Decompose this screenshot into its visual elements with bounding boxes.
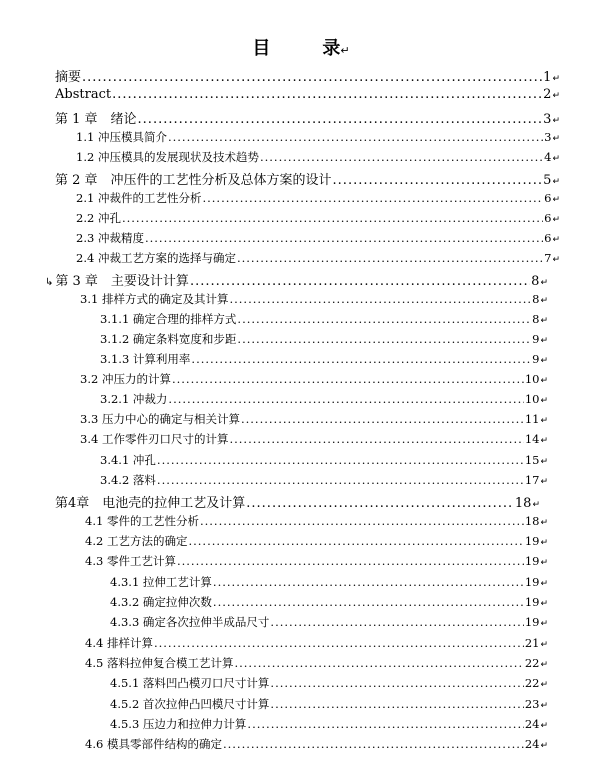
toc-page-number: 6 (544, 211, 552, 225)
toc-entry-label: 3.3 压力中心的确定与相关计算 (80, 412, 240, 426)
toc-page-number: 19 (524, 575, 540, 589)
toc-page-number: 8 (532, 312, 540, 326)
paragraph-mark: ↵ (552, 134, 560, 144)
toc-page-number: 3 (544, 130, 552, 144)
toc-leader-dots (213, 595, 524, 609)
toc-leader-dots (200, 514, 524, 528)
paragraph-mark: ↵ (540, 376, 548, 386)
toc-leader-dots (190, 274, 530, 289)
toc-entry-label: 3.1 排样方式的确定及其计算 (80, 292, 229, 306)
toc-entry-label: 3.1.1 确定合理的排样方式 (100, 312, 237, 326)
toc-leader-dots (237, 312, 531, 326)
toc-page-number: 24 (524, 737, 540, 751)
toc-entry[interactable] (85, 635, 548, 655)
toc-leader-dots (172, 372, 524, 386)
toc-leader-dots (168, 130, 543, 144)
toc-entry-label: 第 3 章 主要设计计算 (55, 274, 189, 289)
toc-leader-dots (213, 575, 524, 589)
toc-leader-dots (246, 496, 514, 511)
toc-leader-dots (270, 697, 523, 711)
toc-page-number: 14 (524, 432, 540, 446)
toc-page-number: 18 (524, 514, 540, 528)
toc-entry-label: 4.6 模具零部件结构的确定 (85, 737, 222, 751)
paragraph-mark: ↵ (340, 44, 350, 57)
toc-leader-dots (234, 656, 523, 670)
toc-leader-dots (260, 150, 543, 164)
toc-entry[interactable] (55, 66, 560, 86)
paragraph-mark: ↵ (540, 721, 548, 731)
toc-leader-dots (333, 173, 543, 188)
paragraph-mark: ↵ (540, 457, 548, 467)
toc-leader-dots (157, 473, 524, 487)
toc-page-number: 4 (544, 150, 552, 164)
paragraph-mark: ↵ (540, 579, 548, 589)
page-title (0, 34, 602, 60)
toc-page-number: 24 (524, 717, 540, 731)
toc-leader-dots (177, 554, 524, 568)
toc-leader-dots (237, 251, 543, 265)
paragraph-mark: ↵ (552, 154, 560, 164)
toc-page-number: 1 (543, 70, 552, 85)
toc-entry-label: 3.4.1 冲孔 (100, 453, 156, 467)
toc-entry[interactable] (80, 411, 548, 431)
toc-page-number: 2 (543, 87, 552, 102)
toc-entry-label: 3.4.2 落料 (100, 473, 156, 487)
toc-entry-label: 4.3.1 拉伸工艺计算 (110, 575, 212, 589)
toc-page-number: 6 (544, 191, 552, 205)
toc-leader-dots (145, 231, 543, 245)
paragraph-mark: ↵ (552, 195, 560, 205)
toc-leader-dots (138, 112, 543, 127)
toc-entry[interactable] (100, 351, 548, 371)
paragraph-mark: ↵ (552, 74, 560, 84)
toc-leader-dots (229, 292, 531, 306)
toc-page-number: 15 (524, 453, 540, 467)
paragraph-mark: ↵ (552, 215, 560, 225)
paragraph-mark: ↵ (540, 436, 548, 446)
toc-entry-label: 1.1 冲压模具简介 (76, 130, 167, 144)
paragraph-mark: ↵ (552, 91, 560, 101)
toc-leader-dots (188, 534, 523, 548)
toc-page-number: 19 (524, 595, 540, 609)
paragraph-mark: ↵ (540, 518, 548, 528)
toc-entry-label: 4.3.2 确定拉伸次数 (110, 595, 212, 609)
paragraph-mark: ↵ (540, 316, 548, 326)
paragraph-mark: ↵ (540, 477, 548, 487)
toc-page-number: 17 (524, 473, 540, 487)
toc-entry[interactable] (55, 492, 540, 512)
toc-leader-dots (157, 453, 524, 467)
toc-entry-label: 3.2.1 冲裁力 (100, 392, 168, 406)
toc-entry[interactable] (85, 655, 548, 675)
toc-entry[interactable] (76, 210, 560, 230)
paragraph-mark: ↵ (540, 660, 548, 670)
title-char-2: 录 (322, 38, 341, 59)
paragraph-mark: ↵ (532, 500, 540, 510)
toc-leader-dots (112, 87, 542, 102)
toc-entry[interactable] (80, 371, 548, 391)
paragraph-mark: ↵ (552, 235, 560, 245)
toc-entry-label: 2.2 冲孔 (76, 211, 121, 225)
toc-leader-dots (122, 211, 543, 225)
toc-page-number: 19 (524, 554, 540, 568)
toc-entry[interactable] (110, 594, 548, 614)
toc-entry[interactable] (80, 431, 548, 451)
toc-entry-label: 1.2 冲压模具的发展现状及技术趋势 (76, 150, 259, 164)
toc-leader-dots (154, 636, 524, 650)
paragraph-mark: ↵ (552, 255, 560, 265)
toc-leader-dots (229, 432, 523, 446)
toc-entry-label: 3.1.2 确定条料宽度和步距 (100, 332, 237, 346)
toc-leader-dots (191, 352, 531, 366)
toc-entry[interactable] (55, 169, 560, 189)
toc-entry-label: 2.4 冲裁工艺方案的选择与确定 (76, 251, 236, 265)
toc-entry[interactable] (55, 108, 560, 128)
toc-page-number: 5 (543, 173, 552, 188)
toc-entry-label: 第 2 章 冲压件的工艺性分析及总体方案的设计 (55, 173, 332, 188)
toc-entry-label: 4.5.3 压边力和拉伸力计算 (110, 717, 247, 731)
toc-entry[interactable] (110, 675, 548, 695)
toc-leader-dots (168, 392, 523, 406)
paragraph-mark: ↵ (540, 416, 548, 426)
toc-entry-label: 4.3 零件工艺计算 (85, 554, 176, 568)
title-char-1: 目 (252, 38, 271, 59)
list-arrow-icon: ↳ (45, 277, 54, 288)
toc-page-number: 23 (524, 697, 540, 711)
toc-entry[interactable] (45, 270, 548, 290)
toc-entry-label: 3.4 工作零件刃口尺寸的计算 (80, 432, 229, 446)
paragraph-mark: ↵ (540, 701, 548, 711)
toc-entry-label: 摘要 (55, 70, 82, 85)
toc-leader-dots (270, 676, 523, 690)
toc-entry[interactable] (80, 291, 548, 311)
paragraph-mark: ↵ (540, 558, 548, 568)
toc-entry[interactable] (85, 553, 548, 573)
toc-page-number: 8 (531, 274, 540, 289)
toc-entry[interactable] (76, 149, 560, 169)
toc-entry[interactable] (85, 736, 548, 756)
toc-entry[interactable] (110, 716, 548, 736)
toc-page-number: 19 (524, 615, 540, 629)
paragraph-mark: ↵ (552, 177, 560, 187)
toc-page-number: 22 (524, 676, 540, 690)
toc-page-number: 21 (524, 636, 540, 650)
toc-entry[interactable] (100, 472, 548, 492)
toc-entry-label: 4.2 工艺方法的确定 (85, 534, 188, 548)
toc-entry[interactable] (110, 614, 548, 634)
toc-entry-label: 4.5.1 落料凹凸模刃口尺寸计算 (110, 676, 270, 690)
toc-entry[interactable] (110, 574, 548, 594)
toc-entry-label: 4.1 零件的工艺性分析 (85, 514, 199, 528)
toc-leader-dots (237, 332, 531, 346)
paragraph-mark: ↵ (540, 538, 548, 548)
toc-leader-dots (202, 191, 543, 205)
toc-entry-label: 4.5 落料拉伸复合模工艺计算 (85, 656, 234, 670)
paragraph-mark: ↵ (540, 356, 548, 366)
toc-page-number: 18 (514, 496, 532, 511)
toc-entry-label: 第4章 电池壳的拉伸工艺及计算 (55, 496, 246, 511)
paragraph-mark: ↵ (540, 396, 548, 406)
toc-leader-dots (241, 412, 524, 426)
toc-leader-dots (82, 70, 542, 85)
toc-entry-label: 2.1 冲裁件的工艺性分析 (76, 191, 202, 205)
toc-page-number: 8 (532, 292, 540, 306)
paragraph-mark: ↵ (540, 278, 548, 288)
toc-entry[interactable] (85, 533, 548, 553)
toc-entry[interactable] (100, 452, 548, 472)
paragraph-mark: ↵ (552, 116, 560, 126)
toc-leader-dots (223, 737, 524, 751)
toc-page-number: 22 (524, 656, 540, 670)
toc-leader-dots (270, 615, 523, 629)
paragraph-mark: ↵ (540, 599, 548, 609)
toc-entry-label: 4.4 排样计算 (85, 636, 153, 650)
toc-page-number: 6 (544, 231, 552, 245)
toc-entry-label: 3.2 冲压力的计算 (80, 372, 171, 386)
toc-page-number: 3 (543, 112, 552, 127)
toc-leader-dots (247, 717, 523, 731)
toc-entry-label: 4.3.3 确定各次拉伸半成品尺寸 (110, 615, 270, 629)
toc-page-number: 9 (532, 352, 540, 366)
toc-entry[interactable] (110, 696, 548, 716)
toc-entry-label: 第 1 章 绪论 (55, 112, 137, 127)
toc-page-number: 19 (524, 534, 540, 548)
toc-page-number: 11 (524, 412, 540, 426)
toc-entry-label: 2.3 冲裁精度 (76, 231, 144, 245)
paragraph-mark: ↵ (540, 336, 548, 346)
toc-page-number: 10 (524, 372, 540, 386)
toc-entry[interactable] (76, 129, 560, 149)
paragraph-mark: ↵ (540, 680, 548, 690)
paragraph-mark: ↵ (540, 640, 548, 650)
toc-entry-label: 3.1.3 计算利用率 (100, 352, 191, 366)
toc-entry[interactable] (100, 311, 548, 331)
paragraph-mark: ↵ (540, 741, 548, 751)
toc-entry[interactable] (100, 331, 548, 351)
toc-page-number: 10 (524, 392, 540, 406)
toc-entry[interactable] (76, 230, 560, 250)
toc-page-number: 7 (544, 251, 552, 265)
toc-entry[interactable] (85, 513, 548, 533)
toc-entry-label: Abstract (55, 87, 112, 102)
toc-page-number: 9 (532, 332, 540, 346)
toc-entry[interactable] (76, 190, 560, 210)
toc-entry-label: 4.5.2 首次拉伸凸凹模尺寸计算 (110, 697, 270, 711)
paragraph-mark: ↵ (540, 619, 548, 629)
toc-entry[interactable] (100, 391, 548, 411)
toc-entry[interactable] (76, 250, 560, 270)
paragraph-mark: ↵ (540, 296, 548, 306)
toc-entry[interactable] (55, 87, 560, 107)
